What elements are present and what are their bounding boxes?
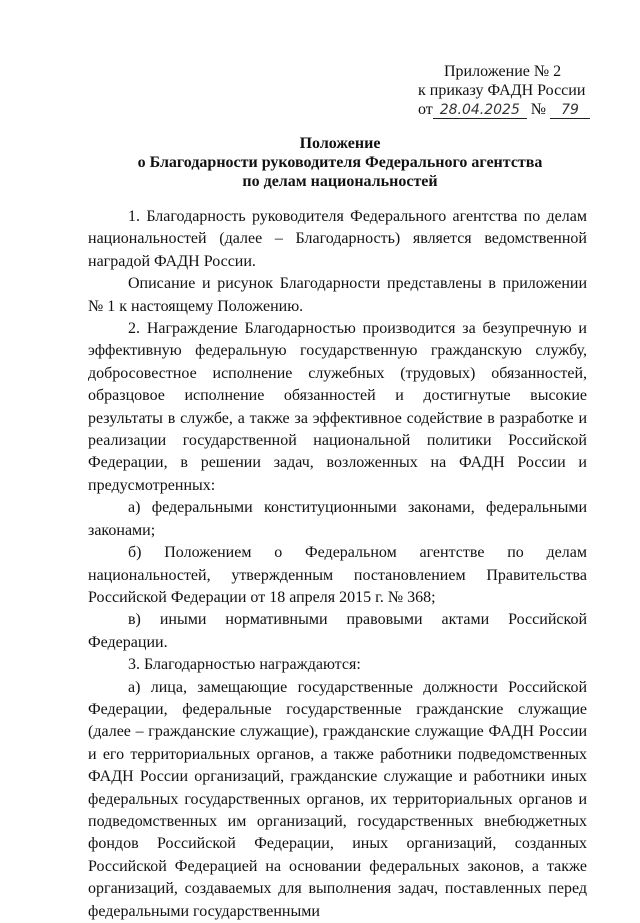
document-title bbox=[80, 134, 600, 191]
paragraph-7: 3. Благодарностью награждаются: bbox=[128, 656, 361, 674]
appendix-header bbox=[418, 62, 618, 119]
date-prefix: от bbox=[418, 101, 433, 118]
title-line-3: по делам национальностей bbox=[242, 173, 438, 190]
handwritten-date: 28.04.2025 bbox=[433, 103, 527, 119]
paragraph-4: а) федеральными конституционными законами, федеральными законами; bbox=[88, 499, 587, 539]
paragraph-2: Описание и рисунок Благодарности представлены в приложении № 1 к настоящему Положению. bbox=[88, 275, 587, 315]
paragraph-8: а) лица, замещающие государственные должности Российской Федерации, федеральные государственные гражданские служащие (далее – гражданские служащие), гражданские служащие ФАДН России и его территориальных органов, а также работники подведомственных ФАДН России организаций, гражданские служащие и работники иных федеральных государственных органов, их территориальных органов и подведомственных им организаций, государственных внебюджетных фондов Российской Федерации, иных организаций, созданных Российской Федерацией на основании федеральных законов, а также организаций, создаваемых для выполнения задач, поставленных перед федеральными государственными bbox=[88, 678, 587, 920]
title-line-2: о Благодарности руководителя Федерального агентства bbox=[137, 154, 543, 171]
paragraph-3: 2. Награждение Благодарностью производится за безупречную и эффективную федеральную государственную гражданскую службу, добросовестное исполнение служебных (трудовых) обязанностей, образцовое исполнение обязанностей и достигнутые высокие результаты в службе, а также за эффективное содействие в разработке и реализации государственной национальной политики Российской Федерации, в решении задач, возложенных на ФАДН России и предусмотренных: bbox=[88, 320, 587, 494]
handwritten-number: 79 bbox=[550, 103, 590, 119]
document-body bbox=[88, 206, 587, 923]
paragraph-5: б) Положением о Федеральном агентстве по делам национальностей, утвержденным постановлением Правительства Российской Федерации от 18 апреля 2015 г. № 368; bbox=[88, 544, 587, 606]
title-line-1: Положение bbox=[299, 135, 381, 152]
appendix-order-ref: к приказу ФАДН России bbox=[418, 82, 586, 99]
appendix-title: Приложение № 2 bbox=[444, 63, 562, 80]
number-prefix: № bbox=[530, 101, 547, 118]
appendix-date-number bbox=[418, 100, 618, 119]
paragraph-6: в) иными нормативными правовыми актами Российской Федерации. bbox=[88, 611, 587, 651]
paragraph-1: 1. Благодарность руководителя Федерального агентства по делам национальностей (далее – Благодарность) является ведомственной наградой ФАДН России. bbox=[88, 208, 587, 270]
